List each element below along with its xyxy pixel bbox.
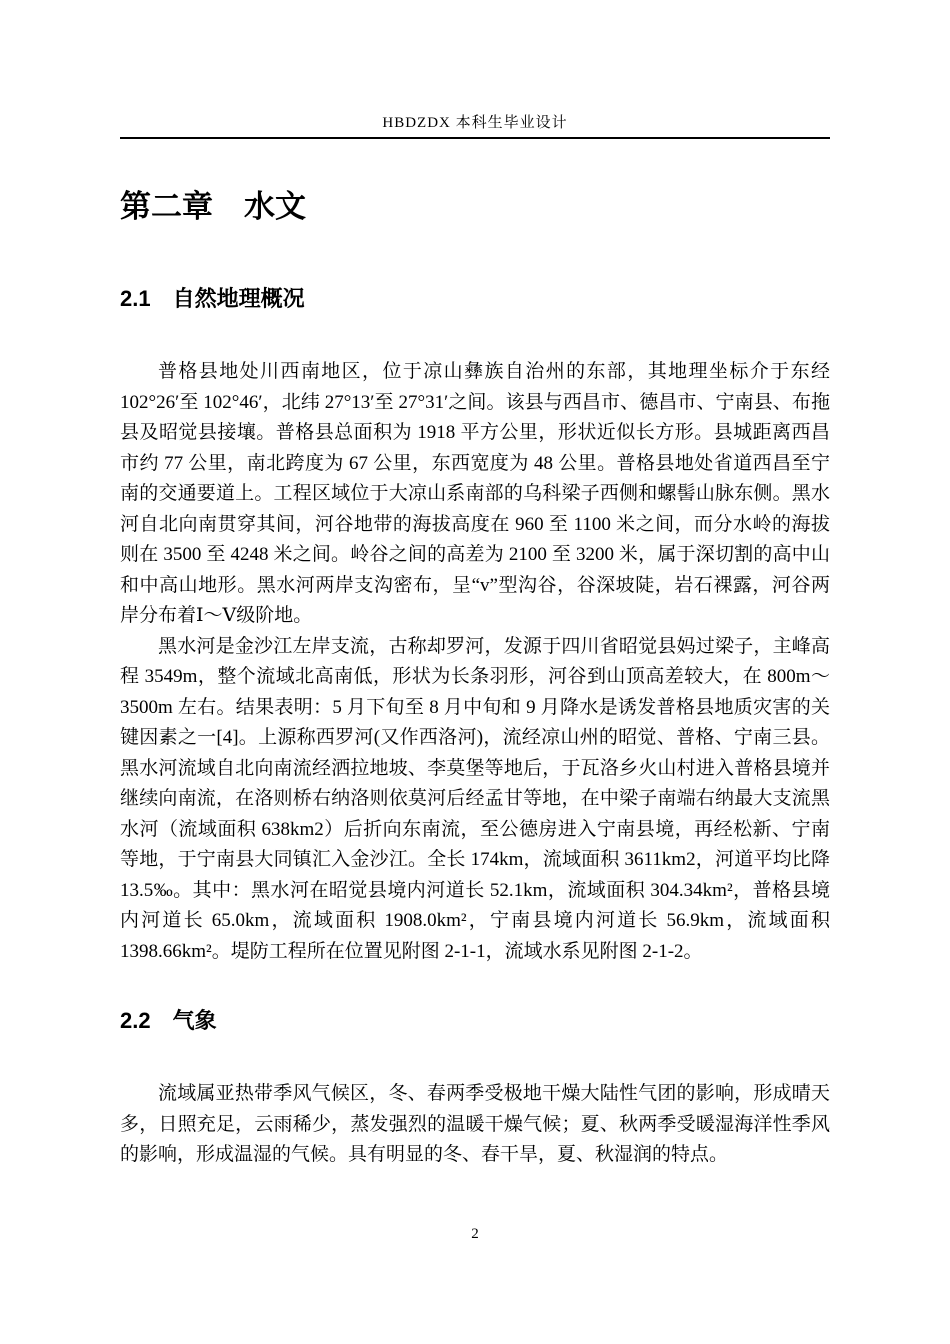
page-header bbox=[120, 114, 830, 139]
section-heading-2-1: 2.1 自然地理概况 bbox=[120, 286, 305, 311]
section-heading-2-2: 2.2 气象 bbox=[120, 1008, 217, 1033]
paragraph-geography-2: 黑水河是金沙江左岸支流，古称却罗河，发源于四川省昭觉县妈过梁子，主峰高程 3549m，整个流域北高南低，形状为长条羽形，河谷到山顶高差较大，在 800m～3500m 左右。结果表明：5 月下旬至 8 月中旬和 9 月降水是诱发普格县地质灾害的关键因素之一[4]。上源称西罗河(又作西洛河)，流经凉山州的昭觉、普格、宁南三县。黑水河流域自北向南流经洒拉地坡、李莫堡等地后，于瓦洛乡火山村进入普格县境并继续向南流，在洛则桥右纳洛则依莫河后经孟甘等地，在中梁子南端右纳最大支流黑水河（流域面积 638km2）后折向东南流，至公德房进入宁南县境，再经松新、宁南等地，于宁南县大同镇汇入金沙江。全长 174km，流域面积 3611km2，河道平均比降 13.5‰。其中：黑水河在昭觉县境内河道长 52.1km，流域面积 304.34km²，普格县境内河道长 65.0km，流域面积 1908.0km²，宁南县境内河道长 56.9km，流域面积 1398.66km²。堤防工程所在位置见附图 2-1-1，流域水系见附图 2-1-2。 bbox=[120, 635, 830, 962]
paragraph-climate: 流域属亚热带季风气候区，冬、春两季受极地干燥大陆性气团的影响，形成晴天多，日照充足，云雨稀少，蒸发强烈的温暖干燥气候；夏、秋两季受暖湿海洋性季风的影响，形成温湿的气候。具有明显的冬、春干旱，夏、秋湿润的特点。 bbox=[120, 1083, 830, 1165]
chapter-title: 第二章 水文 bbox=[120, 189, 306, 224]
page-footer bbox=[0, 1226, 950, 1243]
header-title: HBDZDX 本科生毕业设计 bbox=[382, 115, 568, 131]
page-number: 2 bbox=[471, 1226, 479, 1242]
paragraph-geography-1: 普格县地处川西南地区，位于凉山彝族自治州的东部，其地理坐标介于东经 102°26′至 102°46′，北纬 27°13′至 27°31′之间。该县与西昌市、德昌市、宁南县、布拖县及昭觉县接壤。普格县总面积为 1918 平方公里，形状近似长方形。县城距离西昌市约 77 公里，南北跨度为 67 公里，东西宽度为 48 公里。普格县地处省道西昌至宁南的交通要道上。工程区域位于大凉山系南部的乌科梁子西侧和螺髻山脉东侧。黑水河自北向南贯穿其间，河谷地带的海拔高度在 960 至 1100 米之间，而分水岭的海拔则在 3500 至 4248 米之间。岭谷之间的高差为 2100 至 3200 米，属于深切割的高中山和中高山地形。黑水河两岸支沟密布，呈“v”型沟谷，谷深坡陡，岩石裸露，河谷两岸分布着Ⅰ～Ⅴ级阶地。 bbox=[120, 361, 830, 626]
